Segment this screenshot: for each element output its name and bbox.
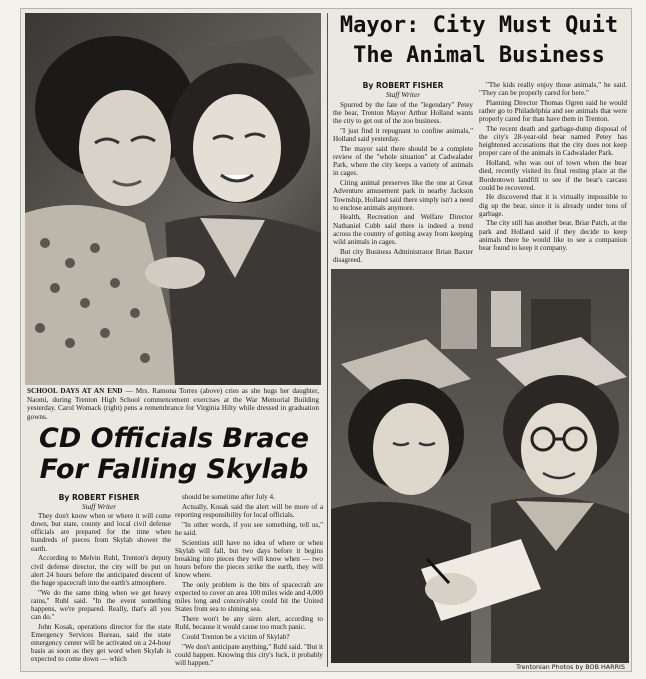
skylab-headline <box>23 423 325 485</box>
paragraph: "In other words, if you see something, tell us," he said. <box>175 520 323 537</box>
skylab-column-2 <box>175 493 323 671</box>
paragraph: John Kosak, operations director for the state Emergency Services Bureau, said the state emergency center will be activated on a 24-hour basis as soon as they get word when Skylab is expected to come down — which <box>31 622 171 664</box>
paragraph: They don't know when or where it will come down, but state, county and local civil defense officials are prepared for the time when hundreds of pieces from Skylab shower the earth. <box>31 512 171 553</box>
zoo-headline-line-1: Mayor: City Must Quit <box>339 13 619 38</box>
caption-body: — Mrs. Ramona Torres (above) cries as she hugs her daughter, Naomi, during Trenton High School commencement exercises at the War Memorial Building yesterday. Carol Womack (right) pens a remembrance for Virginia Hilty while dressed in graduation gowns. <box>27 387 319 421</box>
paragraph: "I just find it repugnant to confine animals," Holland said yesterday. <box>333 127 473 144</box>
paragraph: Spurred by the fate of the "legendary" Petey the bear, Trenton Mayor Arthur Holland wants the city to get out of the zoo business. <box>333 101 473 126</box>
paragraph: The city still has another bear, Briar Patch, at the park and Holland said if they decide to keep animals there he would like to see a companion bear found to keep it company. <box>479 219 627 252</box>
photo-credit: Trentonian Photos by BOB HARRIS <box>516 663 625 671</box>
newspaper-clipping <box>20 8 632 672</box>
paragraph: He discovered that it is virtually impossible to dig up the bear, since it is already under tons of garbage. <box>479 193 627 218</box>
skylab-byline <box>27 493 171 511</box>
column-divider <box>327 13 328 667</box>
paragraph: Could Trenton be a victim of Skylab? <box>182 633 290 642</box>
paragraph: Holland, who was out of town when the bear died, recently visited its final resting place at the Bordentown landfill to see if the bear's carcass could be recovered. <box>479 159 627 192</box>
paragraph: According to Melvin Ruhl, Trenton's deputy civil defense director, the city will be put on alert 24 hours before the anticipated descent of the huge spacecraft into the earth's atmosphere. <box>31 554 171 587</box>
skylab-byline-name: By ROBERT FISHER <box>58 493 140 502</box>
paragraph: The mayor said there should be a complete review of the "whole situation" at Cadwalader Park, where the city keeps a variety of animals in cages. <box>333 144 473 178</box>
paragraph: Actually, Kosak said the alert will be more of a reporting responsibility for local officials. <box>175 502 323 519</box>
paragraph: The only problem is the bits of spacecraft are expected to cover an area 100 miles wide and 4,000 miles long and conceivably could hit the United States from sea to shining sea. <box>175 580 323 614</box>
zoo-byline-role: Staff Writer <box>385 90 421 99</box>
skylab-column-1 <box>31 512 171 670</box>
zoo-byline <box>333 81 473 99</box>
photo-caption <box>27 387 319 421</box>
photo-graduates-signing <box>331 269 629 663</box>
paragraph: "The kids really enjoy those animals," he said. "They can be properly cared for here." <box>479 81 627 98</box>
paragraph: But city Business Administrator Brian Baxter disagreed. <box>333 247 473 264</box>
caption-lead: SCHOOL DAYS AT AN END <box>27 387 123 395</box>
photo-mother-daughter-hug <box>25 13 321 385</box>
paragraph: "We don't anticipate anything," Ruhl said. "But it could happen. Knowing this city's luck, it probably will happen." <box>175 642 323 668</box>
zoo-column-1 <box>333 101 473 265</box>
zoo-byline-name: By ROBERT FISHER <box>362 81 444 90</box>
zoo-column-2 <box>479 81 627 265</box>
paragraph: The recent death and garbage-dump disposal of the city's 28-year-old bear named Petey has heightened accusations that the city does not keep proper care of the animals in Cadwalader Park. <box>479 124 627 158</box>
paragraph: Scientists still have no idea of where or when Skylab will fall, but two days before it begins breaking into pieces they will know when — two hours before the pieces strike the earth, they will know where. <box>175 538 323 580</box>
paragraph: Health, Recreation and Welfare Director Nathaniel Cobb said there is indeed a trend across the country of getting away from keeping wild animals in cages. <box>333 213 473 246</box>
skylab-byline-role: Staff Writer <box>81 502 117 511</box>
zoo-headline-line-2: The Animal Business <box>353 43 605 68</box>
paragraph: Planning Director Thomas Ogren said he would rather go to Philadelphia and see animals that were properly cared for than have them in Trenton. <box>479 98 627 124</box>
paragraph: "We do the same thing when we get heavy rains," Ruhl said. "In the event something happens, we're prepared. Really, that's all you can do." <box>31 588 171 622</box>
paragraph: There won't be any siren alert, according to Ruhl, because it would cause too much panic. <box>175 615 323 632</box>
skylab-headline-line-1: CD Officials Brace <box>39 423 309 454</box>
paragraph: should be sometime after July 4. <box>182 493 275 501</box>
zoo-headline <box>329 11 629 71</box>
paragraph: Citing animal preserves like the one at Great Adventure amusement park in nearby Jackson Township, Holland said there simply isn't a need to enclose animals anymore. <box>333 179 473 212</box>
skylab-headline-line-2: For Falling Skylab <box>39 454 309 485</box>
